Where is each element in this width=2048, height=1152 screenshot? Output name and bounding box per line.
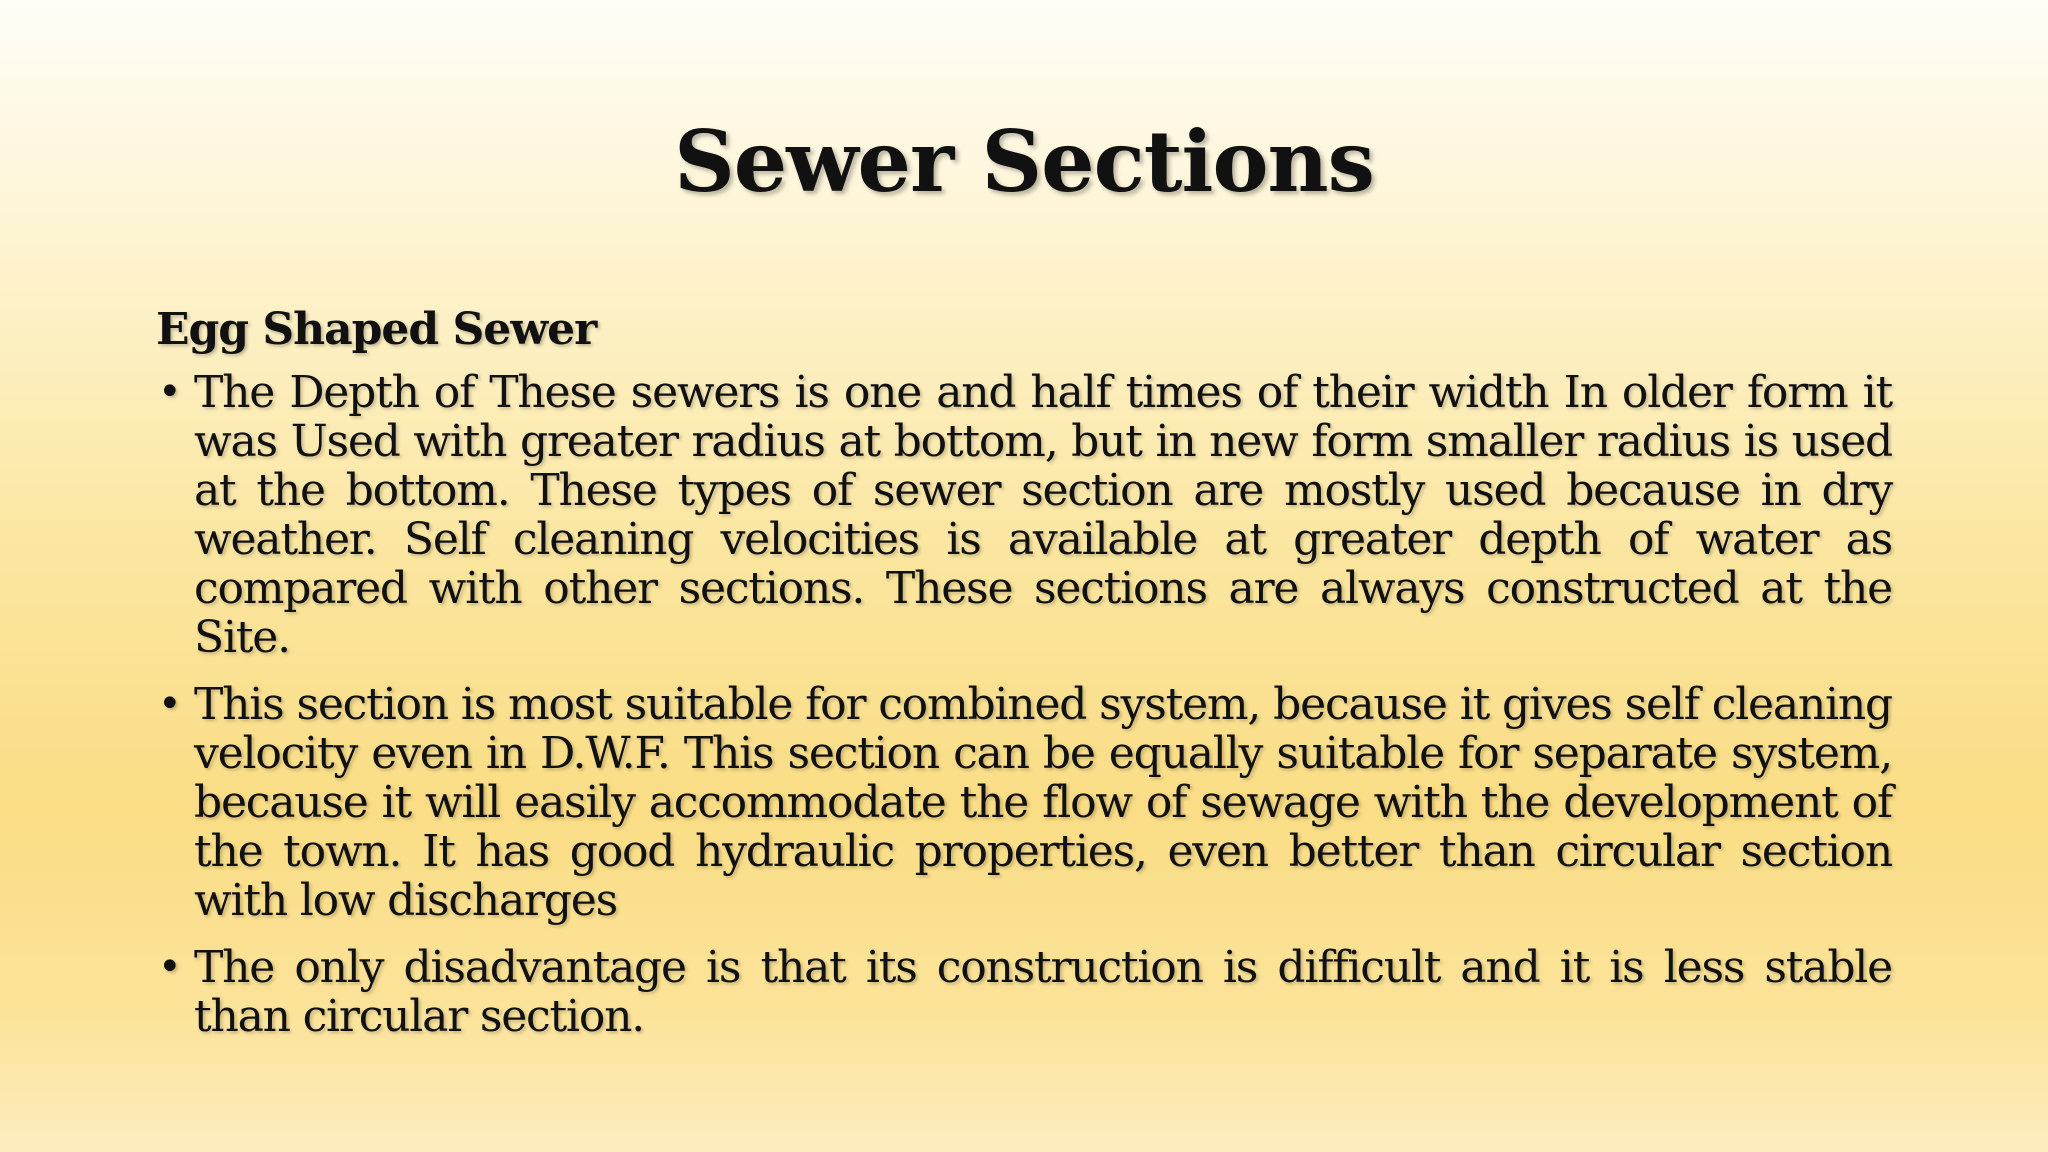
bullet-item <box>156 680 1892 925</box>
slide-content <box>156 300 1892 1059</box>
bullet-icon: • <box>158 681 181 727</box>
bullet-icon: • <box>158 944 181 990</box>
bullet-list <box>156 368 1892 1041</box>
bullet-icon: • <box>158 369 181 415</box>
bullet-item <box>156 368 1892 662</box>
slide-title: Sewer Sections <box>674 112 1374 211</box>
bullet-text: This section is most suitable for combined system, because it gives self cleaning velocity even in D.W.F. This section can be equally suitable for separate system, because it will easily accommodate the flow of sewage with the development of the town. It has good hydraulic properties, even better than circular section with low discharges <box>194 679 1892 926</box>
section-subheading: Egg Shaped Sewer <box>156 304 597 355</box>
bullet-text: The only disadvantage is that its construction is difficult and it is less stable than circular section. <box>194 942 1892 1042</box>
bullet-item <box>156 943 1892 1041</box>
bullet-text: The Depth of These sewers is one and half times of their width In older form it was Used with greater radius at bottom, but in new form smaller radius is used at the bottom. These types of sewer section are mostly used because in dry weather. Self cleaning velocities is available at greater depth of water as compared with other sections. These sections are always constructed at the Site. <box>194 367 1892 663</box>
